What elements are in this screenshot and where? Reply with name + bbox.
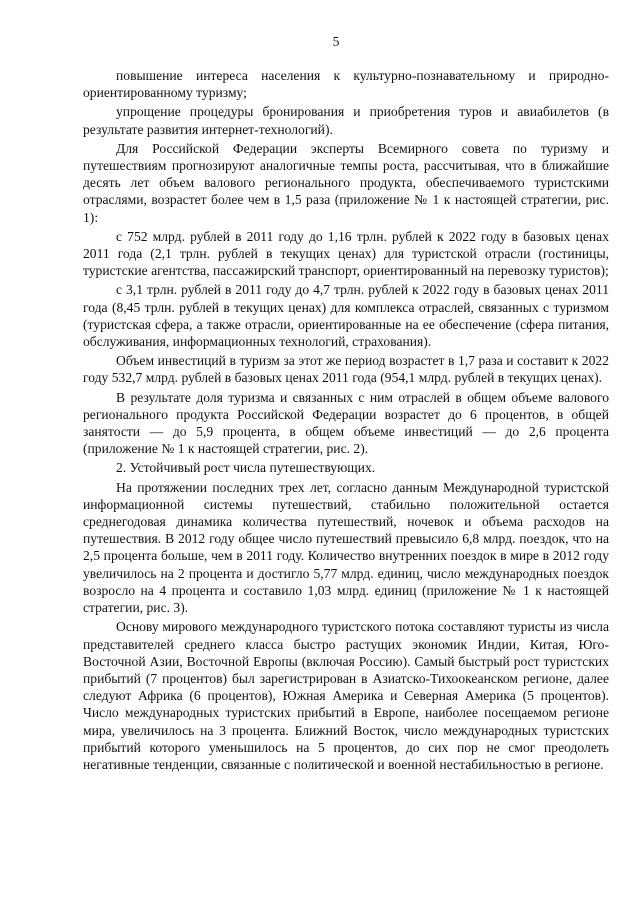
paragraph-tourism-industry-gdp: с 752 млрд. рублей в 2011 году до 1,16 трлн. рублей к 2022 году в базовых ценах 2011 года (2,1 трлн. рублей в текущих ценах) для туристской отрасли (гостиницы, туристские агентства, пассажирский транспорт, ориентированный на перевозку туристов); — [83, 228, 609, 279]
paragraph-interest-growth: повышение интереса населения к культурно-познавательному и природно-ориентированному туризму; — [83, 68, 609, 101]
paragraph-travel-statistics: На протяжении последних трех лет, согласно данным Международной туристской информационной системы путешествий, стабильно положительной остается среднегодовая динамика количества путешествий, ночевок и объема расходов на путешествия. В 2012 году общее число путешествий превысило 6,8 млрд. поездок, что на 2,5 процента больше, чем в 2011 году. Количество внутренних поездок в мире в 2012 году увеличилось на 2 процента и достигло 5,77 млрд. единиц, число международных поездок возросло на 4 процента и составило 1,03 млрд. единиц (приложение № 1 к настоящей стратегии, рис. 3). — [83, 479, 609, 616]
paragraph-booking-simplification: упрощение процедуры бронирования и приобретения туров и авиабилетов (в результате развития интернет-технологий). — [83, 104, 609, 137]
section-heading-travelers-growth: 2. Устойчивый рост числа путешествующих. — [116, 460, 376, 476]
paragraph-tourism-share: В результате доля туризма и связанных с ним отраслей в общем объеме валового регионального продукта Российской Федерации возрастет до 6 процентов, в общей занятости — до 5,9 процента, в общем объеме инвестиций — до 2,6 процента (приложение № 1 к настоящей стратегии, рис. 2). — [83, 389, 609, 457]
paragraph-russia-forecast: Для Российской Федерации эксперты Всемирного совета по туризму и путешествиям прогнозируют аналогичные темпы роста, рассчитывая, что в ближайшие десять лет объем валового регионального продукта, обеспечиваемого туристскими отраслями, возрастет более чем в 1,5 раза (приложение № 1 к настоящей стратегии, рис. 1): — [83, 140, 609, 225]
paragraph-investments: Объем инвестиций в туризм за этот же период возрастет в 1,7 раза и составит к 2022 году 532,7 млрд. рублей в базовых ценах 2011 года (954,1 млрд. рублей в текущих ценах). — [83, 353, 609, 386]
page-number: 5 — [332, 34, 340, 49]
document-body — [83, 67, 609, 775]
paragraph-related-industries-gdp: с 3,1 трлн. рублей в 2011 году до 4,7 трлн. рублей к 2022 году в базовых ценах 2011 года (8,45 трлн. рублей в текущих ценах) для комплекса отраслей, связанных с туризмом (туристская сфера, а также отрасли, ориентированные на ее обеспечение (сфера питания, обслуживания, информационных технологий, страхования). — [83, 282, 609, 350]
paragraph-world-tourist-flow: Основу мирового международного туристского потока составляют туристы из числа представителей среднего класса быстро растущих экономик Индии, Китая, Юго-Восточной Азии, Восточной Европы (включая Россию). Самый быстрый рост туристских прибытий (7 процентов) был зарегистрирован в Азиатско-Тихоокеанском регионе, далее следуют Африка (6 процентов), Южная Америка и Северная Америка (5 процентов). Число международных туристских прибытий в Европе, наиболее посещаемом регионе мира, увеличилось на 3 процента. Ближний Восток, число международных туристских прибытий которого уменьшилось на 5 процентов, до сих пор не смог преодолеть негативные тенденции, связанные с политической и военной нестабильностью в регионе. — [83, 619, 609, 772]
